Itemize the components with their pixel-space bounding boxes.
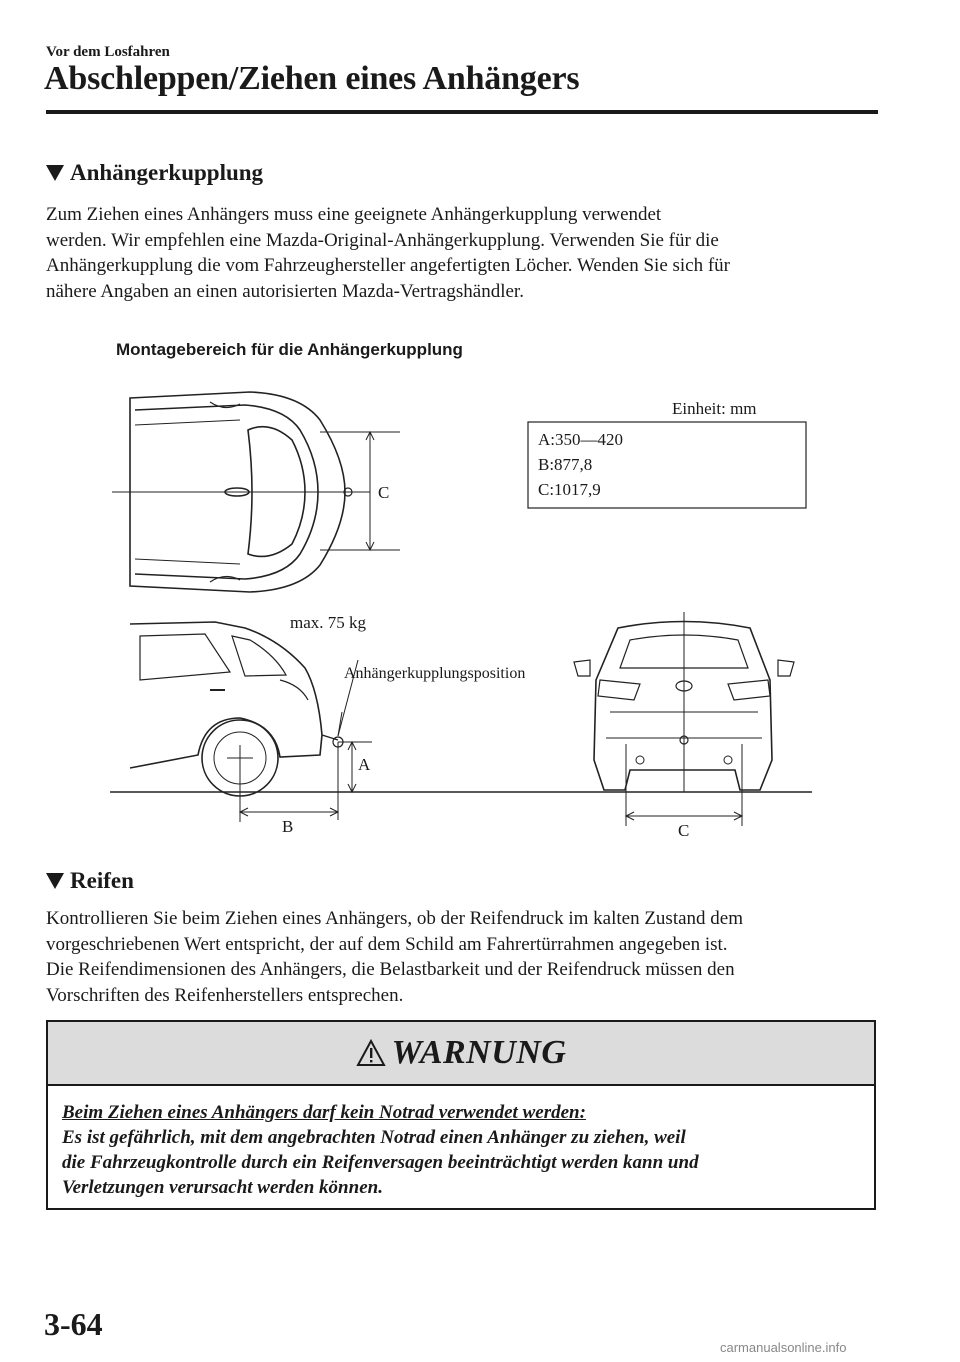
car-side-view-illustration [130,622,338,796]
warning-text [62,1100,852,1200]
spec-b: B:877,8 [538,455,593,474]
warning-lead: Beim Ziehen eines Anhängers darf kein Notrad verwendet werden: [62,1102,586,1123]
warning-line: Verletzungen verursacht werden können. [62,1177,383,1198]
triangle-bullet-icon [46,873,64,889]
paragraph-reifen [46,906,876,1008]
dimension-label-b: B [282,817,294,836]
paragraph-line: vorgeschriebenen Wert entspricht, der auf dem Schild am Fahrertürrahmen angegeben ist. [46,933,728,955]
paragraph-line: Zum Ziehen eines Anhängers muss eine geeignete Anhängerkupplung verwendet [46,204,662,225]
warning-header [48,1022,874,1086]
warning-line: die Fahrzeugkontrolle durch ein Reifenversagen beeinträchtigt werden kann und [62,1152,699,1173]
warning-box [46,1020,876,1210]
heading-text: Reifen [70,868,134,893]
unit-label: Einheit: mm [672,399,757,418]
hitch-position-label: Anhängerkupplungsposition [344,665,526,682]
spec-c: C:1017,9 [538,480,601,499]
warning-triangle-icon [356,1039,386,1067]
watermark: carmanualsonline.info [720,1340,847,1355]
max-load-label: max. 75 kg [290,613,367,632]
dimension-label-c-rear: C [678,821,690,840]
page-title: Abschleppen/Ziehen eines Anhängers [44,60,580,97]
section-label: Vor dem Losfahren [46,44,170,60]
heading-reifen [46,868,134,894]
paragraph-line: werden. Wir empfehlen eine Mazda-Original-Anhängerkupplung. Verwenden Sie für die [46,229,719,251]
warning-title: WARNUNG [391,1034,567,1071]
paragraph-line: Anhängerkupplung die vom Fahrzeughersteller angefertigten Löcher. Wenden Sie sich für [46,255,731,276]
page-number: 3-64 [44,1306,103,1342]
paragraph-line: Vorschriften des Reifenherstellers entsprechen. [46,984,404,1006]
warning-line: Es ist gefährlich, mit dem angebrachten Notrad einen Anhänger zu ziehen, weil [62,1127,686,1148]
heading-text: Anhängerkupplung [70,160,264,185]
paragraph-line: nähere Angaben an einen autorisierten Mazda-Vertragshändler. [46,280,524,302]
paragraph-line: Kontrollieren Sie beim Ziehen eines Anhängers, ob der Reifendruck im kalten Zustand dem [46,908,743,929]
dimension-label-c-top: C [378,483,390,502]
paragraph-line: Die Reifendimensionen des Anhängers, die Belastbarkeit und der Reifendruck müssen den [46,959,735,980]
figure-caption: Montagebereich für die Anhängerkupplung [116,340,463,359]
dimension-label-a: A [358,755,371,774]
spec-a: A:350—420 [538,430,623,449]
